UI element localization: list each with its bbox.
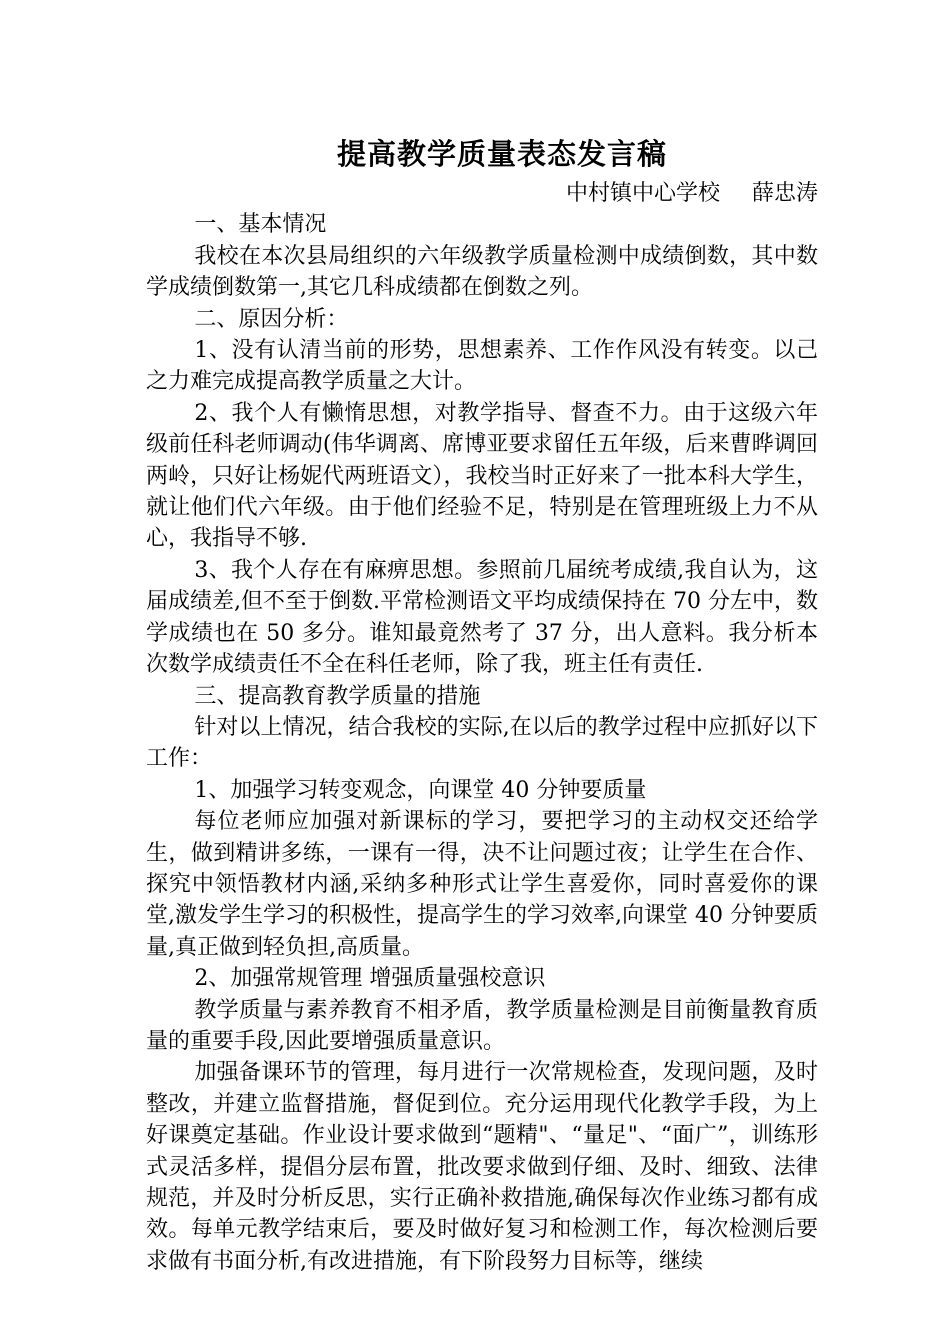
- subheading-measure-1: 1、加强学习转变观念，向课堂 40 分钟要质量: [194, 777, 647, 803]
- section-heading-basic: 一、基本情况: [194, 212, 327, 238]
- author-line: [146, 178, 818, 209]
- section-heading-causes: 二、原因分析：: [194, 306, 349, 332]
- document-body: [146, 132, 818, 1277]
- paragraph: 每位老师应加强对新课标的学习，要把学习的主动权交还给学生，做到精讲多练，一课有一得，决不让问题过夜；让学生在合作、探究中领悟教材内涵,采纳多种形式让学生喜爱你，同时喜爱你的课堂,激发学生学习的积极性，提高学生的学习效率,向课堂 40 分钟要质量,真正做到轻负担,高质量。: [146, 809, 818, 960]
- paragraph: 教学质量与素养教育不相矛盾，教学质量检测是目前衡量教育质量的重要手段,因此要增强质量意识。: [146, 997, 818, 1054]
- author-organization: 中村镇中心学校: [565, 181, 720, 206]
- paragraph: 我校在本次县局组织的六年级教学质量检测中成绩倒数，其中数学成绩倒数第一,其它几科成绩都在倒数之列。: [146, 243, 818, 301]
- section-heading-measures: 三、提高教育教学质量的措施: [194, 683, 481, 709]
- paragraph: 1、没有认清当前的形势，思想素养、工作作风没有转变。以己之力难完成提高教学质量之大计。: [146, 338, 818, 395]
- paragraph: 3、我个人存在有麻痹思想。参照前几届统考成绩,我自认为，这届成绩差,但不至于倒数.平常检测语文平均成绩保持在 70 分左中，数学成绩也在 50 多分。谁知最竟然考了 37 分，出人意料。我分析本次数学成绩责任不全在科任老师，除了我，班主任有责任.: [146, 557, 818, 678]
- subheading-measure-2: 2、加强常规管理 增强质量强校意识: [194, 966, 546, 992]
- author-name: 薛忠涛: [751, 181, 818, 206]
- paragraph: 2、我个人有懒惰思想，对教学指导、督查不力。由于这级六年级前任科老师调动(伟华调离、席博亚要求留任五年级，后来曹晔调回两岭，只好让杨妮代两班语文），我校当时正好来了一批本科大学生，就让他们代六年级。由于他们经验不足，特别是在管理班级上力不从心，我指导不够.: [146, 400, 818, 552]
- paragraph: 针对以上情况，结合我校的实际,在以后的教学过程中应抓好以下工作：: [146, 714, 818, 772]
- paragraph: 加强备课环节的管理，每月进行一次常规检查，发现问题，及时整改，并建立监督措施，督促到位。充分运用现代化教学手段，为上好课奠定基础。作业设计要求做到“题精"、“量足"、“面广”，训练形式灵活多样，提倡分层布置，批改要求做到仔细、及时、细致、法律规范，并及时分析反思，实行正确补救措施,确保每次作业练习都有成效。每单元教学结束后，要及时做好复习和检测工作，每次检测后要求做有书面分析,有改进措施，有下阶段努力目标等，继续: [146, 1060, 818, 1274]
- document-title: 提高教学质量表态发言稿: [336, 137, 667, 171]
